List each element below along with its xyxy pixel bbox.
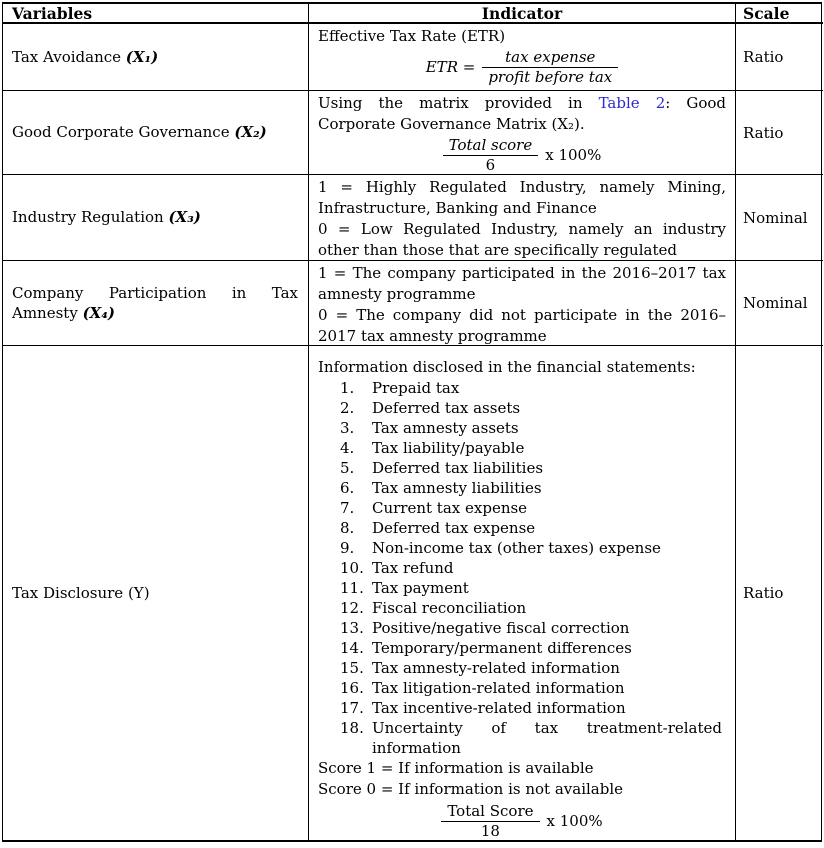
list-item-text: Tax amnesty-related information <box>372 659 620 677</box>
variable-cell-tax-disclosure <box>3 346 309 840</box>
fraction-denominator: profit before tax <box>482 67 618 87</box>
list-item-text: Deferred tax expense <box>372 519 536 537</box>
list-item <box>340 678 726 698</box>
disclosure-item-list <box>318 378 726 758</box>
header-scale: Scale <box>736 4 823 24</box>
list-item-text: Tax liability/payable <box>372 439 525 457</box>
variable-label <box>12 207 298 228</box>
list-item-number: 9. <box>340 539 355 557</box>
fraction <box>441 802 539 840</box>
list-item-text: Tax payment <box>372 579 469 597</box>
fraction <box>482 48 618 87</box>
list-item-number: 4. <box>340 439 355 457</box>
list-item-text: Deferred tax assets <box>372 399 521 417</box>
list-item-number: 18. <box>340 719 364 737</box>
scale-value: Ratio <box>743 584 784 602</box>
list-item <box>340 698 726 718</box>
indicator-cell-tax-disclosure <box>309 346 736 840</box>
list-item <box>340 598 726 618</box>
variable-cell-industry-regulation <box>3 175 309 261</box>
fraction <box>443 136 539 175</box>
variable-label <box>12 122 298 143</box>
variable-symbol: (X₄) <box>82 304 115 322</box>
variable-cell-tax-amnesty <box>3 261 309 346</box>
variable-name: Tax Disclosure <box>12 583 128 602</box>
list-item <box>340 618 726 638</box>
variable-label <box>12 283 298 324</box>
list-item-number: 3. <box>340 419 355 437</box>
variable-symbol: (X₂) <box>234 123 267 142</box>
fraction-numerator: Total score <box>448 136 533 154</box>
list-item-text: Tax litigation-related information <box>372 679 625 697</box>
list-item <box>340 718 726 758</box>
list-item <box>340 578 726 598</box>
etr-formula <box>318 48 726 87</box>
list-item-number: 6. <box>340 479 355 497</box>
header-indicator: Indicator <box>309 4 736 24</box>
list-item <box>340 638 726 658</box>
list-item-text: Tax incentive-related information <box>372 699 626 717</box>
list-item <box>340 658 726 678</box>
list-item <box>340 518 726 538</box>
score-line-1: Score 1 = If information is available <box>318 759 594 777</box>
indicator-line-0: 0 = The company did not participate in the 2016–2017 tax amnesty programme <box>318 306 726 345</box>
variable-label <box>12 47 298 68</box>
list-item-text: Current tax expense <box>372 499 528 517</box>
list-item-number: 15. <box>340 659 364 677</box>
variable-name: Company Participation in Tax Amnesty <box>12 283 298 322</box>
variable-cell-gcg <box>3 91 309 175</box>
list-item <box>340 498 726 518</box>
list-item <box>340 478 726 498</box>
variable-name: Tax Avoidance <box>12 47 126 66</box>
indicator-paragraph <box>318 93 726 135</box>
variable-symbol: (X₁) <box>125 47 159 66</box>
indicator-cell-tax-avoidance <box>309 24 736 91</box>
indicator-text-before: Using the matrix provided in <box>318 94 599 112</box>
list-item <box>340 458 726 478</box>
indicator-line-0: 0 = Low Regulated Industry, namely an industry other than those that are specifically regulated <box>318 220 726 259</box>
list-item <box>340 378 726 398</box>
indicator-title: Effective Tax Rate (ETR) <box>318 27 506 45</box>
list-item-number: 2. <box>340 399 355 417</box>
fraction-denominator: 18 <box>441 821 539 840</box>
variable-name: Industry Regulation <box>12 208 169 227</box>
scale-value: Nominal <box>743 208 808 227</box>
scale-cell-tax-avoidance <box>736 24 823 91</box>
formula-lhs: ETR = <box>425 58 476 76</box>
list-item-number: 5. <box>340 459 355 477</box>
scale-cell-gcg <box>736 91 823 175</box>
fraction-numerator: Total Score <box>447 802 534 820</box>
variable-symbol: (X₃) <box>168 208 201 227</box>
formula-suffix: x 100% <box>546 812 603 830</box>
list-item-number: 13. <box>340 619 364 637</box>
scale-value: Ratio <box>743 48 784 66</box>
list-item-text: Non-income tax (other taxes) expense <box>372 539 661 557</box>
scale-value: Nominal <box>743 294 808 312</box>
list-item-text: Tax refund <box>372 559 454 577</box>
list-item-number: 11. <box>340 579 364 597</box>
indicator-cell-gcg <box>309 91 736 175</box>
gcg-formula <box>318 136 726 175</box>
list-item-text: Prepaid tax <box>372 379 460 397</box>
scale-value: Ratio <box>743 123 784 142</box>
variable-symbol: (Y) <box>127 583 150 602</box>
list-item <box>340 438 726 458</box>
indicator-line-1: 1 = Highly Regulated Industry, namely Mining, Infrastructure, Banking and Finance <box>318 178 726 217</box>
indicator-line-1: 1 = The company participated in the 2016–2017 tax amnesty programme <box>318 264 726 303</box>
disclosure-formula <box>318 802 726 840</box>
list-item-text: Uncertainty of tax treatment-related information <box>372 719 722 757</box>
fraction-denominator: 6 <box>443 155 539 175</box>
disclosure-intro: Information disclosed in the financial statements: <box>318 358 696 376</box>
list-item-number: 14. <box>340 639 364 657</box>
fraction-numerator: tax expense <box>505 48 596 66</box>
list-item-text: Temporary/permanent differences <box>372 639 632 657</box>
list-item-text: Fiscal reconciliation <box>372 599 527 617</box>
list-item-text: Tax amnesty liabilities <box>372 479 542 497</box>
variable-name: Good Corporate Governance <box>12 123 235 142</box>
formula-suffix: x 100% <box>545 146 602 164</box>
list-item <box>340 418 726 438</box>
variable-cell-tax-avoidance <box>3 24 309 91</box>
scale-cell-industry-regulation <box>736 175 823 261</box>
list-item-number: 7. <box>340 499 355 517</box>
list-item-number: 8. <box>340 519 355 537</box>
table-2-link[interactable]: Table 2 <box>598 94 666 112</box>
list-item <box>340 538 726 558</box>
indicator-cell-tax-amnesty <box>309 261 736 346</box>
scale-cell-tax-amnesty <box>736 261 823 346</box>
list-item-text: Deferred tax liabilities <box>372 459 544 477</box>
list-item <box>340 398 726 418</box>
list-item-number: 12. <box>340 599 364 617</box>
score-line-0: Score 0 = If information is not available <box>318 780 624 798</box>
list-item-number: 1. <box>340 379 355 397</box>
header-variables: Variables <box>3 4 309 24</box>
list-item <box>340 558 726 578</box>
list-item-text: Positive/negative fiscal correction <box>372 619 630 637</box>
indicator-text-after: : Good Corporate Governance Matrix (X₂). <box>318 94 727 133</box>
indicator-cell-industry-regulation <box>309 175 736 261</box>
variables-table <box>2 2 822 842</box>
list-item-text: Tax amnesty assets <box>372 419 519 437</box>
list-item-number: 17. <box>340 699 364 717</box>
list-item-number: 10. <box>340 559 364 577</box>
scale-cell-tax-disclosure <box>736 346 823 840</box>
variable-label <box>12 583 298 604</box>
list-item-number: 16. <box>340 679 364 697</box>
